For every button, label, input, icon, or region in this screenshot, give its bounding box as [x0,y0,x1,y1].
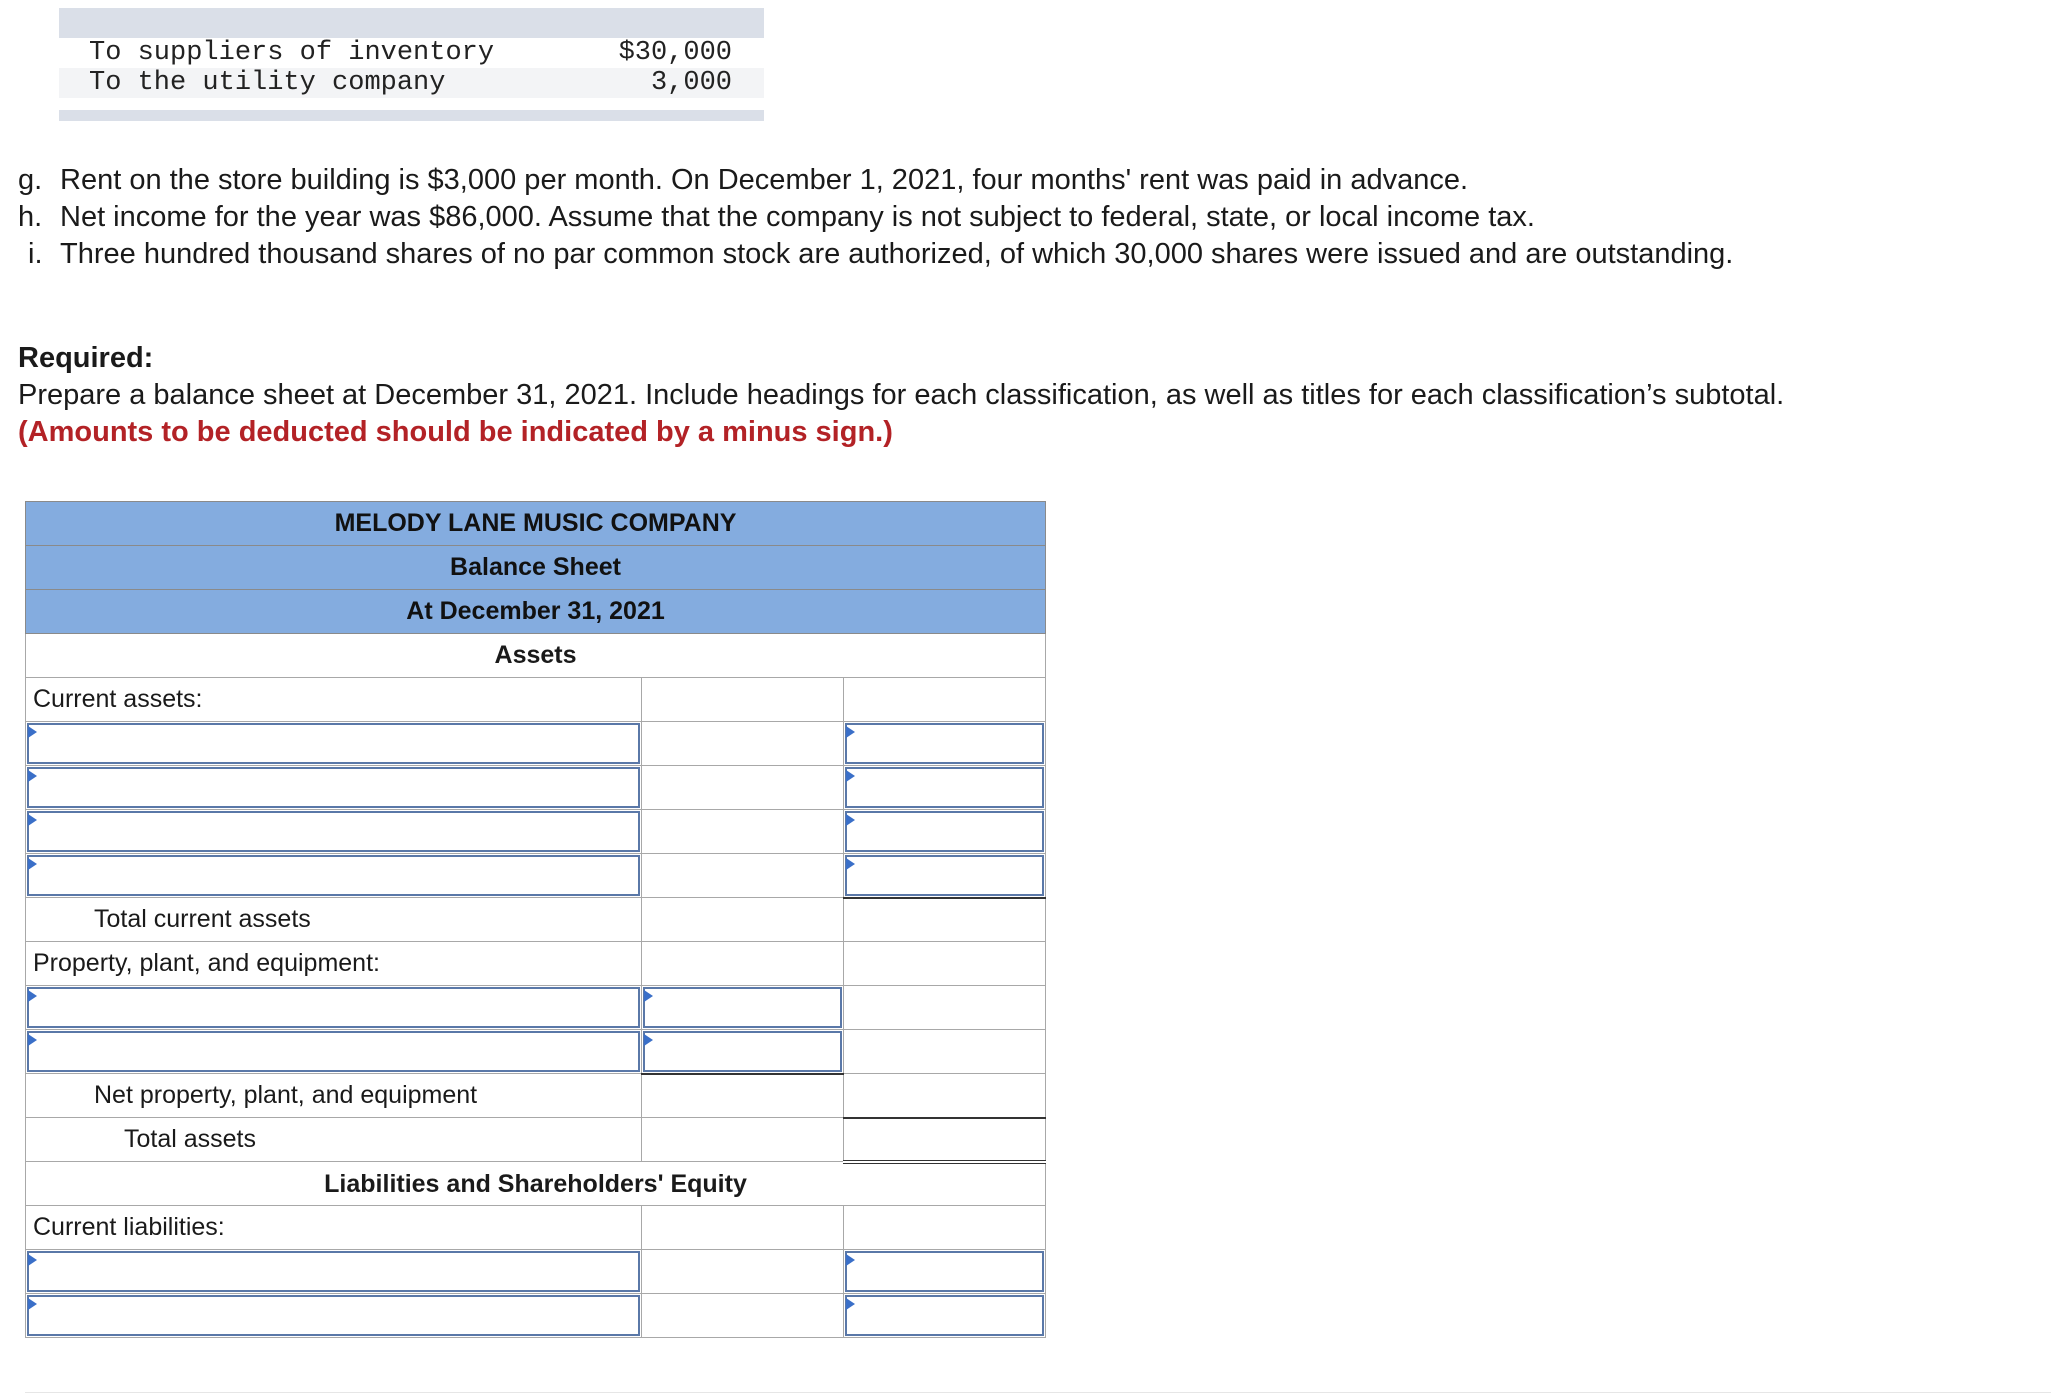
total-assets-label: Total assets [26,1118,642,1162]
current-asset-account-input[interactable] [26,810,641,853]
payables-value: $30,000 [618,38,732,68]
current-asset-account-input[interactable] [26,722,641,765]
current-liability-account-input[interactable] [26,1250,641,1293]
payables-value: 3,000 [650,68,732,98]
current-liability-amount-input[interactable] [844,1294,1045,1337]
current-asset-amount-cell[interactable] [844,722,1046,766]
current-asset-amount-input[interactable] [844,722,1045,765]
bs-header-row [26,590,1046,634]
empty-cell [844,678,1046,722]
required-warning: (Amounts to be deducted should be indicated by a minus sign.) [18,416,893,448]
ppe-account-dropdown[interactable] [26,986,642,1030]
current-liability-amount-cell[interactable] [844,1250,1046,1294]
problem-items [18,162,1733,273]
table-row [26,722,1046,766]
table-row [26,766,1046,810]
current-liability-amount-input[interactable] [844,1250,1045,1293]
bs-header-row [26,502,1046,546]
required-heading: Required: [18,342,154,374]
liabilities-equity-heading: Liabilities and Shareholders' Equity [26,1162,1046,1206]
current-asset-amount-input[interactable] [844,810,1045,853]
current-asset-account-dropdown[interactable] [26,810,642,854]
table-row [26,678,1046,722]
problem-item-h [18,199,1733,236]
company-name: MELODY LANE MUSIC COMPANY [26,502,1046,546]
empty-cell [844,1206,1046,1250]
current-assets-label: Current assets: [26,678,642,722]
ppe-account-input[interactable] [26,986,641,1029]
required-body: Prepare a balance sheet at December 31, 2021. Include headings for each classification, as well as titles for each classification’s subtotal. [18,379,1785,411]
table-row [26,898,1046,942]
item-letter: i. [28,238,43,270]
total-current-assets-label: Total current assets [26,898,642,942]
empty-cell [844,986,1046,1030]
empty-cell [642,942,844,986]
empty-cell [642,1074,844,1118]
empty-cell [642,854,844,898]
empty-cell [642,678,844,722]
empty-cell [642,1118,844,1162]
total-assets-amount [844,1118,1046,1162]
empty-cell [642,898,844,942]
ppe-account-dropdown[interactable] [26,1030,642,1074]
ppe-label: Property, plant, and equipment: [26,942,642,986]
problem-item-i [18,236,1733,273]
current-asset-account-dropdown[interactable] [26,854,642,898]
ppe-amount-cell[interactable] [642,986,844,1030]
table-row [26,1294,1046,1338]
statement-date: At December 31, 2021 [26,590,1046,634]
current-asset-account-dropdown[interactable] [26,722,642,766]
table-row [26,1250,1046,1294]
table-row [26,986,1046,1030]
current-asset-account-dropdown[interactable] [26,766,642,810]
assets-heading: Assets [26,634,1046,678]
item-text: Three hundred thousand shares of no par common stock are authorized, of which 30,000 shares were issued and are outstanding. [60,238,1734,270]
current-asset-amount-input[interactable] [844,766,1045,809]
empty-cell [844,942,1046,986]
total-current-assets-amount [844,898,1046,942]
ppe-amount-input[interactable] [642,986,843,1029]
payables-row [59,38,764,68]
item-letter: g. [18,164,43,196]
item-text: Rent on the store building is $3,000 per month. On December 1, 2021, four months' rent was paid in advance. [60,164,1469,196]
table-row [26,1030,1046,1074]
bs-section-row [26,1162,1046,1206]
current-asset-amount-cell[interactable] [844,766,1046,810]
required-instructions [18,377,1838,451]
current-liabilities-label: Current liabilities: [26,1206,642,1250]
table-row [26,1206,1046,1250]
table-row [26,942,1046,986]
current-asset-amount-cell[interactable] [844,810,1046,854]
table-row [26,1118,1046,1162]
current-asset-amount-input[interactable] [844,854,1045,897]
empty-cell [844,1030,1046,1074]
current-liability-account-dropdown[interactable] [26,1294,642,1338]
problem-item-g [18,162,1733,199]
item-letter: h. [18,201,43,233]
empty-cell [642,722,844,766]
current-asset-amount-cell[interactable] [844,854,1046,898]
current-liability-amount-cell[interactable] [844,1294,1046,1338]
payables-label: To suppliers of inventory [89,38,495,68]
current-liability-account-input[interactable] [26,1294,641,1337]
payables-table-bottom-bar [59,110,764,121]
empty-cell [642,1294,844,1338]
payables-row [59,68,764,98]
ppe-account-input[interactable] [26,1030,641,1073]
ppe-amount-cell[interactable] [642,1030,844,1074]
net-ppe-amount [844,1074,1046,1118]
table-row [26,1074,1046,1118]
balance-sheet-table [25,501,1046,1338]
current-asset-account-input[interactable] [26,766,641,809]
ppe-amount-input[interactable] [642,1030,843,1073]
payables-table [59,8,764,121]
table-row [26,810,1046,854]
empty-cell [642,766,844,810]
empty-cell [642,810,844,854]
net-ppe-label: Net property, plant, and equipment [26,1074,642,1118]
payables-table-top-bar [59,8,764,38]
required-section [18,340,1838,451]
page-bottom-divider [25,1392,2051,1393]
item-text: Net income for the year was $86,000. Assume that the company is not subject to federal, state, or local income tax. [60,201,1535,233]
table-row [26,854,1046,898]
payables-label: To the utility company [89,68,446,98]
current-asset-account-input[interactable] [26,854,641,897]
empty-cell [642,1206,844,1250]
bs-header-row [26,546,1046,590]
current-liability-account-dropdown[interactable] [26,1250,642,1294]
empty-cell [642,1250,844,1294]
statement-name: Balance Sheet [26,546,1046,590]
bs-section-row [26,634,1046,678]
